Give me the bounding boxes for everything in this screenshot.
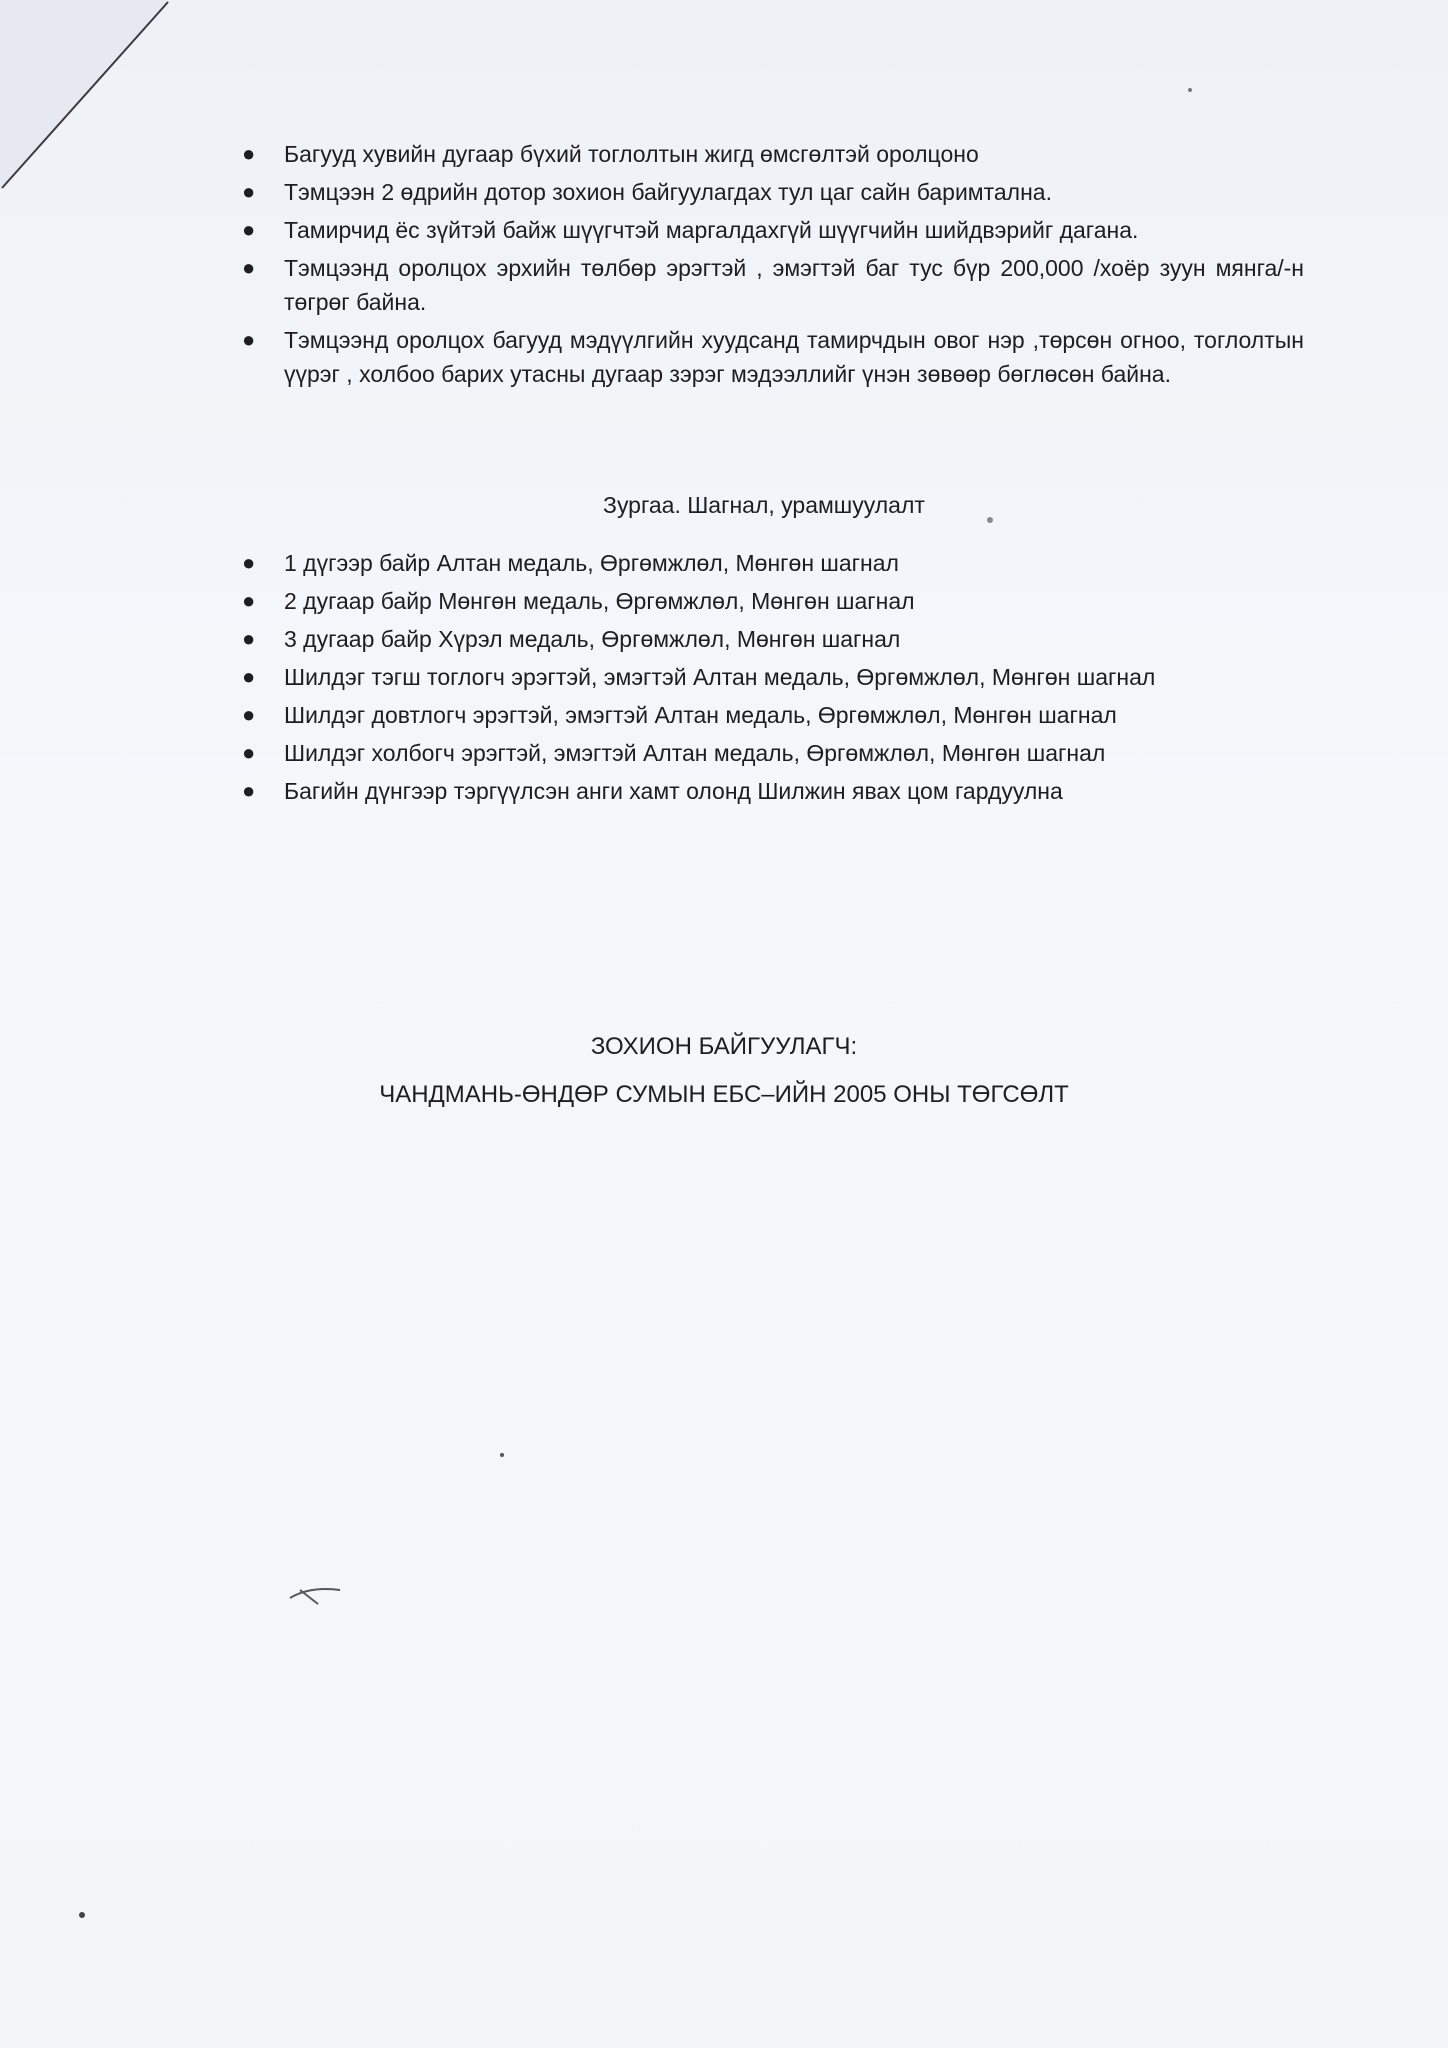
- list-item: ● 3 дугаар байр Хүрэл медаль, Өргөмжлөл, Мөнгөн шагнал: [284, 622, 1304, 656]
- award-section-heading: Зургаа. Шагнал, урамшуулалт: [603, 492, 925, 518]
- bullet-icon: ●: [242, 141, 256, 166]
- bullet-icon: ●: [242, 588, 256, 613]
- bullet-icon: ●: [242, 550, 256, 575]
- organizer-name: ЧАНДМАНЬ-ӨНДӨР СУМЫН ЕБС–ИЙН 2005 ОНЫ ТӨГСӨЛТ: [379, 1081, 1069, 1108]
- list-item: ● 2 дугаар байр Мөнгөн медаль, Өргөмжлөл, Мөнгөн шагнал: [284, 584, 1304, 618]
- list-item: ● Тэмцээнд оролцох багууд мэдүүлгийн хуудсанд тамирчдын овог нэр ,төрсөн огноо, тоглолтын үүрэг , холбоо барих утасны дугаар зэрэг мэдээллийг үнэн зөвөөр бөглөсөн байна.: [284, 323, 1304, 391]
- list-item: ● Тэмцээнд оролцох эрхийн төлбөр эрэгтэй , эмэгтэй баг тус бүр 200,000 /хоёр зуун мянга/-н төгрөг байна.: [284, 251, 1304, 319]
- bullet-icon: ●: [242, 179, 256, 204]
- list-item: ● Шилдэг холбогч эрэгтэй, эмэгтэй Алтан медаль, Өргөмжлөл, Мөнгөн шагнал: [284, 736, 1304, 770]
- bullet-icon: ●: [242, 327, 256, 352]
- list-item: ● Багууд хувийн дугаар бүхий тоглолтын жигд өмсгөлтэй оролцоно: [284, 137, 1304, 171]
- bullet-icon: ●: [242, 217, 256, 242]
- bullet-icon: ●: [242, 626, 256, 651]
- list-item: ● Шилдэг довтлогч эрэгтэй, эмэгтэй Алтан медаль, Өргөмжлөл, Мөнгөн шагнал: [284, 698, 1304, 732]
- organizer-label: ЗОХИОН БАЙГУУЛАГЧ:: [590, 1033, 858, 1060]
- bullet-icon: ●: [242, 740, 256, 765]
- list-item: ● Тамирчид ёс зүйтэй байж шүүгчтэй маргалдахгүй шүүгчийн шийдвэрийг дагана.: [284, 213, 1304, 247]
- list-item: ● Тэмцээн 2 өдрийн дотор зохион байгуулагдах тул цаг сайн баримтална.: [284, 175, 1304, 209]
- list-item: ● Шилдэг тэгш тоглогч эрэгтэй, эмэгтэй Алтан медаль, Өргөмжлөл, Мөнгөн шагнал: [284, 660, 1304, 694]
- bullet-icon: ●: [242, 702, 256, 727]
- list-item: ● Багийн дүнгээр тэргүүлсэн анги хамт олонд Шилжин явах цом гардуулна: [284, 774, 1304, 808]
- bullet-icon: ●: [242, 255, 256, 280]
- list-item: ● 1 дүгээр байр Алтан медаль, Өргөмжлөл, Мөнгөн шагнал: [284, 546, 1304, 580]
- bullet-icon: ●: [242, 778, 256, 803]
- bullet-icon: ●: [242, 664, 256, 689]
